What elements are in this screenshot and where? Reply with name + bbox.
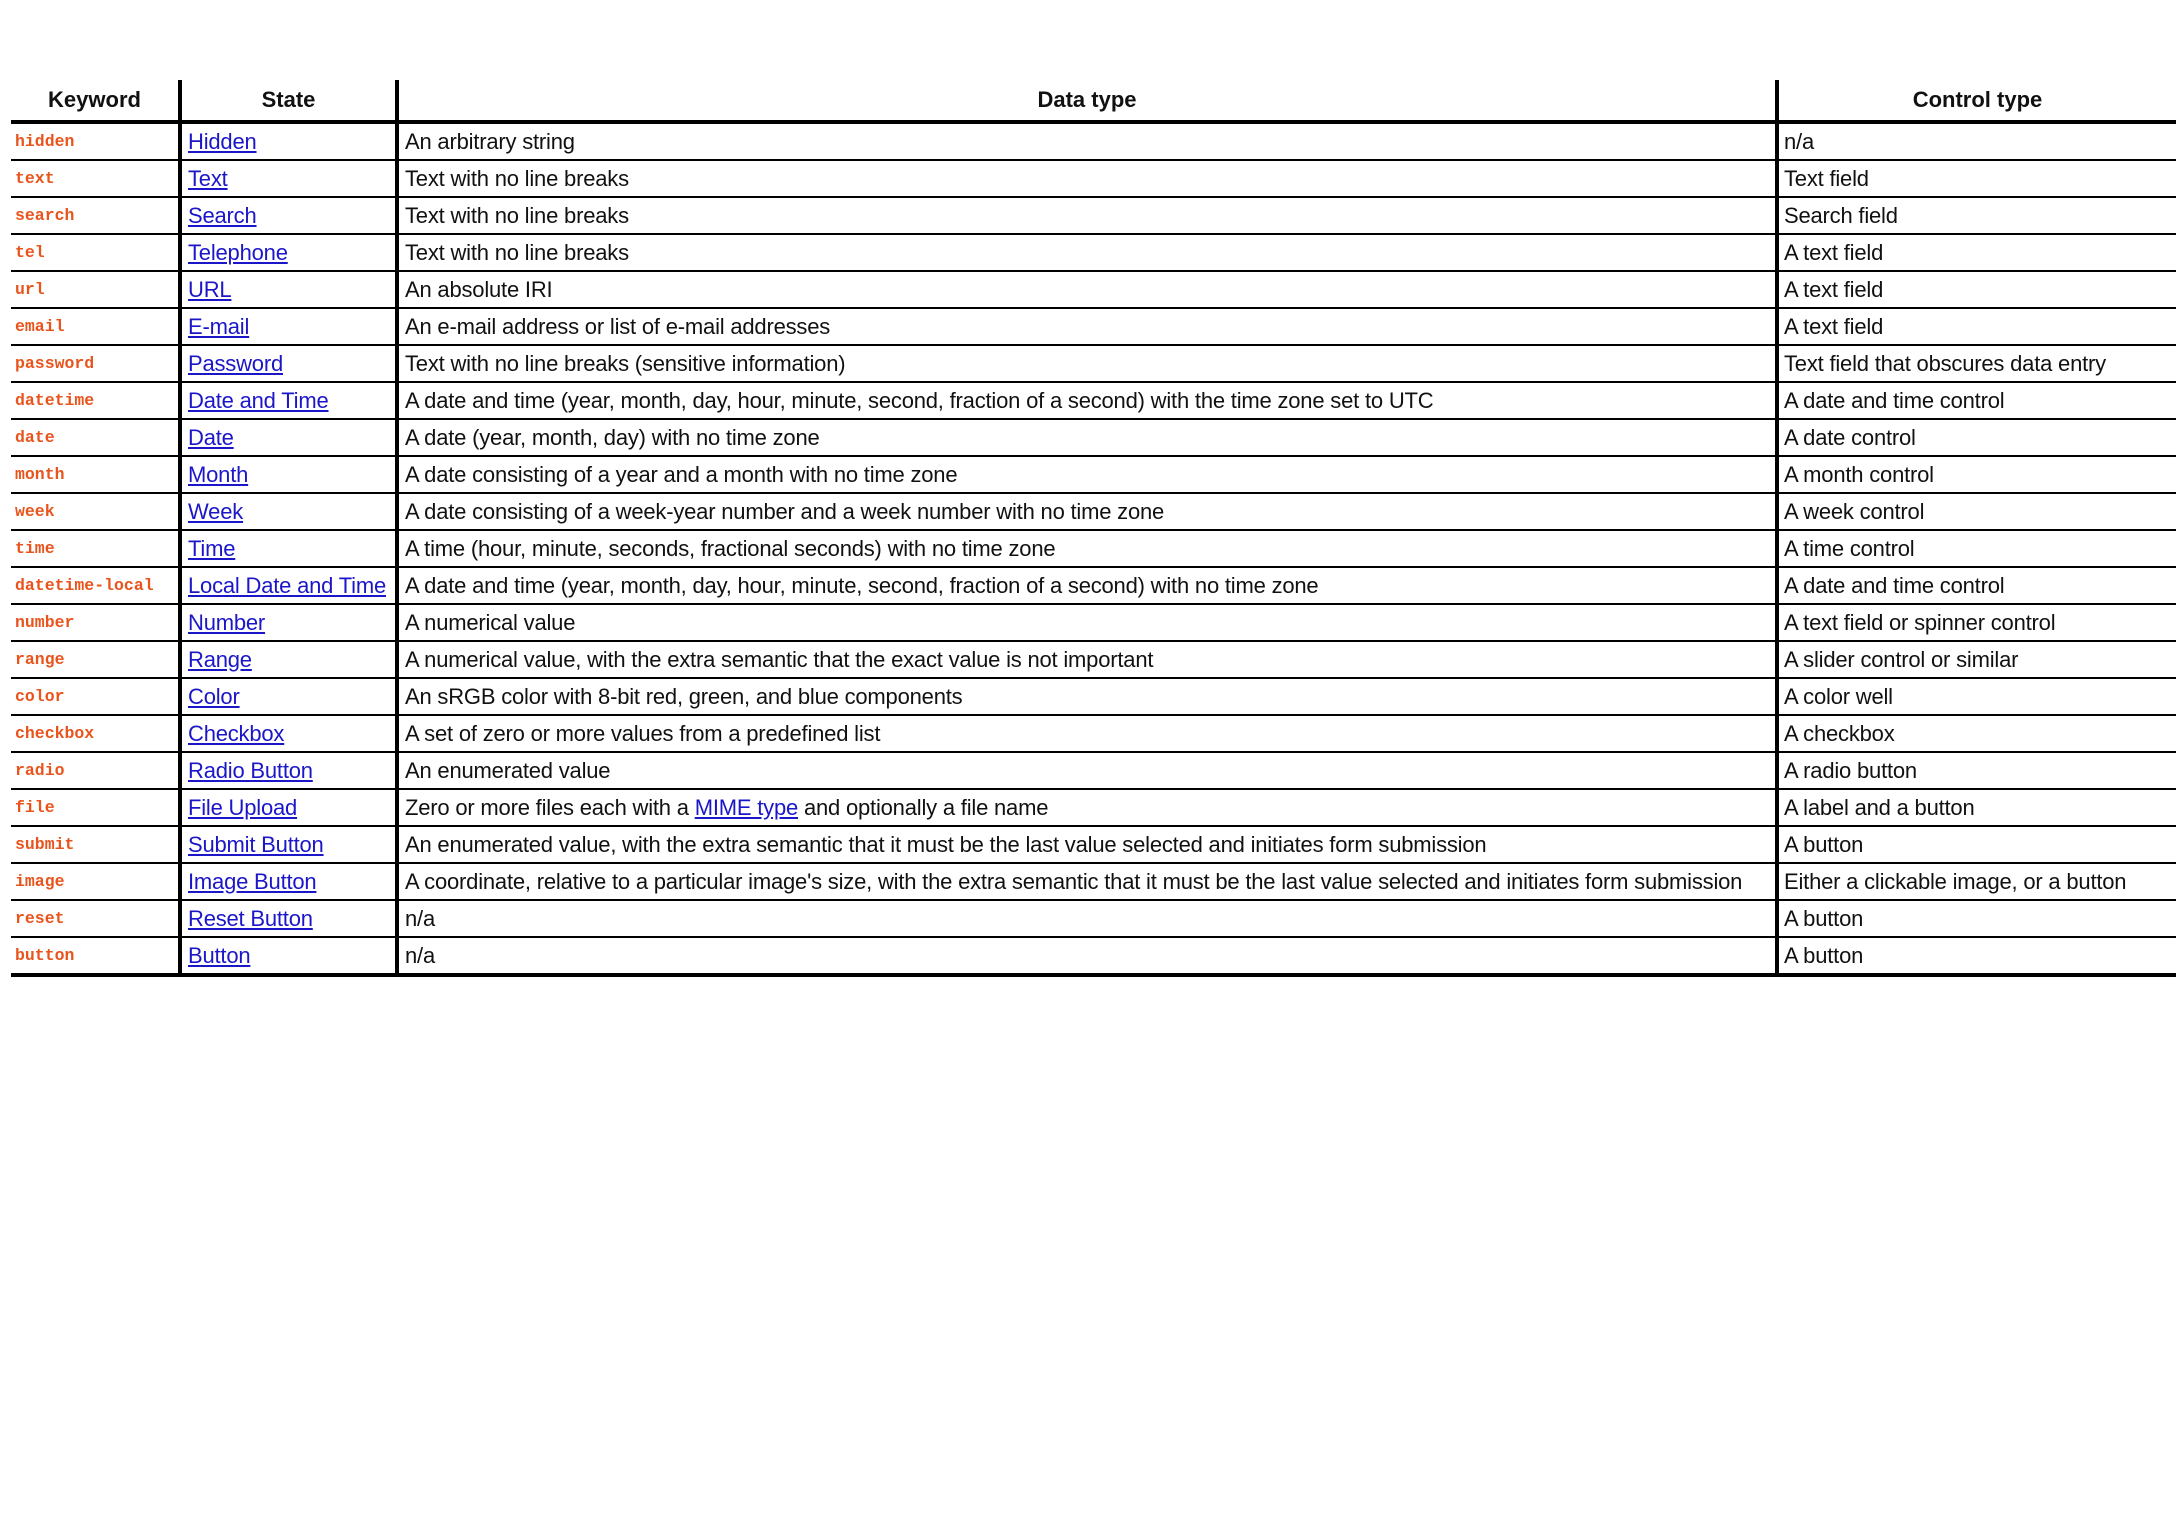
keyword-cell — [11, 752, 180, 789]
keyword-code: text — [15, 168, 55, 188]
data-type-cell — [397, 345, 1777, 382]
control-type-text: A text field or spinner control — [1784, 609, 2056, 635]
keyword-cell — [11, 715, 180, 752]
data-type-text: A time (hour, minute, seconds, fractional seconds) with no time zone — [405, 535, 1056, 561]
state-link[interactable]: Week — [188, 498, 244, 524]
state-link[interactable]: Reset Button — [188, 905, 313, 931]
control-type-cell — [1777, 752, 2176, 789]
control-type-cell — [1777, 900, 2176, 937]
control-type-text: n/a — [1784, 128, 1814, 154]
keyword-cell — [11, 456, 180, 493]
keyword-cell — [11, 826, 180, 863]
data-type-text: Text with no line breaks (sensitive information) — [405, 350, 846, 376]
keyword-cell — [11, 197, 180, 234]
state-link[interactable]: Month — [188, 461, 249, 487]
control-type-cell — [1777, 234, 2176, 271]
table-row — [11, 530, 2176, 567]
keyword-cell — [11, 345, 180, 382]
state-link[interactable]: Range — [188, 646, 252, 672]
state-link[interactable]: Submit Button — [188, 831, 324, 857]
header-data-type: Data type — [397, 80, 1777, 122]
data-type-cell — [397, 530, 1777, 567]
control-type-text: A time control — [1784, 535, 1915, 561]
control-type-text: A week control — [1784, 498, 1925, 524]
keyword-cell — [11, 678, 180, 715]
state-cell — [180, 308, 397, 345]
control-type-text: A text field — [1784, 313, 1884, 339]
data-type-cell — [397, 419, 1777, 456]
control-type-text: Search field — [1784, 202, 1898, 228]
state-cell — [180, 160, 397, 197]
state-cell — [180, 493, 397, 530]
state-cell — [180, 382, 397, 419]
data-type-text: A date and time (year, month, day, hour, minute, second, fraction of a second) with no time zone — [405, 572, 1319, 598]
control-type-cell — [1777, 641, 2176, 678]
data-type-text: A date (year, month, day) with no time zone — [405, 424, 820, 450]
keyword-code: file — [15, 797, 55, 817]
data-type-text: An e-mail address or list of e-mail addresses — [405, 313, 831, 339]
data-type-cell — [397, 789, 1777, 826]
table-row — [11, 197, 2176, 234]
control-type-cell — [1777, 826, 2176, 863]
control-type-cell — [1777, 382, 2176, 419]
keyword-cell — [11, 160, 180, 197]
keyword-code: button — [15, 945, 75, 965]
state-link[interactable]: Date — [188, 424, 234, 450]
state-link[interactable]: Search — [188, 202, 257, 228]
keyword-cell — [11, 937, 180, 975]
keyword-code: month — [15, 464, 65, 484]
keyword-cell — [11, 530, 180, 567]
control-type-cell — [1777, 715, 2176, 752]
table-row — [11, 900, 2176, 937]
control-type-text: A date control — [1784, 424, 1916, 450]
state-link[interactable]: Telephone — [188, 239, 288, 265]
state-link[interactable]: Button — [188, 942, 251, 968]
state-link[interactable]: Radio Button — [188, 757, 313, 783]
state-cell — [180, 789, 397, 826]
state-cell — [180, 567, 397, 604]
table-row — [11, 271, 2176, 308]
state-link[interactable]: File Upload — [188, 794, 298, 820]
table-row — [11, 122, 2176, 160]
keyword-code: date — [15, 427, 55, 447]
table-row — [11, 715, 2176, 752]
data-type-cell — [397, 752, 1777, 789]
state-cell — [180, 604, 397, 641]
keyword-code: datetime — [15, 390, 95, 410]
control-type-cell — [1777, 197, 2176, 234]
table-row — [11, 641, 2176, 678]
data-type-text: An enumerated value — [405, 757, 611, 783]
control-type-text: A color well — [1784, 683, 1893, 709]
keyword-code: time — [15, 538, 55, 558]
table-header-row — [11, 80, 2176, 122]
control-type-cell — [1777, 308, 2176, 345]
data-type-cell — [397, 308, 1777, 345]
control-type-cell — [1777, 937, 2176, 975]
control-type-cell — [1777, 419, 2176, 456]
control-type-cell — [1777, 678, 2176, 715]
data-type-cell — [397, 641, 1777, 678]
state-cell — [180, 863, 397, 900]
state-link[interactable]: Color — [188, 683, 240, 709]
keyword-cell — [11, 419, 180, 456]
state-link[interactable]: Checkbox — [188, 720, 285, 746]
state-cell — [180, 752, 397, 789]
data-type-cell — [397, 937, 1777, 975]
table-row — [11, 419, 2176, 456]
table-row — [11, 678, 2176, 715]
keyword-cell — [11, 493, 180, 530]
data-type-text: A date consisting of a week-year number and a week number with no time zone — [405, 498, 1165, 524]
data-type-text: A numerical value — [405, 609, 576, 635]
control-type-cell — [1777, 530, 2176, 567]
data-type-text: Text with no line breaks — [405, 239, 629, 265]
keyword-cell — [11, 308, 180, 345]
control-type-text: A button — [1784, 942, 1864, 968]
state-cell — [180, 641, 397, 678]
data-type-text: Text with no line breaks — [405, 202, 629, 228]
control-type-text: A button — [1784, 905, 1864, 931]
data-type-cell — [397, 197, 1777, 234]
header-state: State — [180, 80, 397, 122]
state-link[interactable]: Number — [188, 609, 266, 635]
state-link[interactable]: E-mail — [188, 313, 250, 339]
data-type-cell — [397, 826, 1777, 863]
keyword-cell — [11, 567, 180, 604]
keyword-code: number — [15, 612, 75, 632]
state-cell — [180, 530, 397, 567]
keyword-code: color — [15, 686, 65, 706]
table-row — [11, 863, 2176, 900]
table-row — [11, 234, 2176, 271]
table-row — [11, 567, 2176, 604]
keyword-code: email — [15, 316, 65, 336]
data-type-cell — [397, 234, 1777, 271]
state-cell — [180, 345, 397, 382]
table-row — [11, 604, 2176, 641]
control-type-text: A month control — [1784, 461, 1934, 487]
state-link[interactable]: Password — [188, 350, 283, 376]
header-keyword: Keyword — [11, 80, 180, 122]
data-type-cell — [397, 456, 1777, 493]
control-type-text: A checkbox — [1784, 720, 1895, 746]
state-cell — [180, 937, 397, 975]
keyword-code: hidden — [15, 131, 75, 151]
table-row — [11, 345, 2176, 382]
state-cell — [180, 678, 397, 715]
data-type-cell — [397, 715, 1777, 752]
control-type-cell — [1777, 863, 2176, 900]
data-type-cell — [397, 567, 1777, 604]
keyword-code: url — [15, 279, 45, 299]
mime-type-link[interactable]: MIME type — [694, 794, 799, 820]
data-type-cell — [397, 160, 1777, 197]
state-cell — [180, 122, 397, 160]
state-cell — [180, 900, 397, 937]
keyword-code: reset — [15, 908, 65, 928]
control-type-cell — [1777, 789, 2176, 826]
table-row — [11, 826, 2176, 863]
data-type-text: n/a — [405, 942, 435, 968]
keyword-cell — [11, 122, 180, 160]
keyword-cell — [11, 789, 180, 826]
data-type-cell — [397, 678, 1777, 715]
control-type-text: Text field that obscures data entry — [1784, 350, 2106, 376]
control-type-text: Either a clickable image, or a button — [1784, 868, 2127, 894]
input-types-table — [11, 80, 2176, 977]
data-type-text: An sRGB color with 8-bit red, green, and blue components — [405, 683, 963, 709]
table-row — [11, 752, 2176, 789]
control-type-text: A button — [1784, 831, 1864, 857]
control-type-cell — [1777, 271, 2176, 308]
data-type-text: A date consisting of a year and a month with no time zone — [405, 461, 958, 487]
keyword-code: datetime-local — [15, 575, 154, 595]
control-type-cell — [1777, 604, 2176, 641]
control-type-text: A label and a button — [1784, 794, 1975, 820]
control-type-cell — [1777, 122, 2176, 160]
state-link[interactable]: Local Date and Time — [188, 572, 386, 598]
data-type-text: An absolute IRI — [405, 276, 553, 302]
data-type-text: An arbitrary string — [405, 128, 575, 154]
keyword-code: range — [15, 649, 65, 669]
keyword-cell — [11, 604, 180, 641]
keyword-cell — [11, 900, 180, 937]
state-link[interactable]: URL — [188, 276, 232, 302]
header-control-type: Control type — [1777, 80, 2176, 122]
state-cell — [180, 826, 397, 863]
data-type-text: A coordinate, relative to a particular image's size, with the extra semantic that it must be the last value selected and initiates form submission — [405, 868, 1743, 894]
control-type-cell — [1777, 345, 2176, 382]
table-row — [11, 382, 2176, 419]
data-type-cell — [397, 271, 1777, 308]
data-type-text: A numerical value, with the extra semantic that the exact value is not important — [405, 646, 1154, 672]
keyword-cell — [11, 271, 180, 308]
keyword-code: tel — [15, 242, 45, 262]
keyword-code: search — [15, 205, 75, 225]
control-type-text: A radio button — [1784, 757, 1917, 783]
keyword-code: image — [15, 871, 65, 891]
state-link[interactable]: Time — [188, 535, 236, 561]
control-type-text: A text field — [1784, 276, 1884, 302]
data-type-text: A date and time (year, month, day, hour, minute, second, fraction of a second) with the time zone set to UTC — [405, 387, 1434, 413]
table-row — [11, 789, 2176, 826]
data-type-cell — [397, 122, 1777, 160]
state-cell — [180, 419, 397, 456]
table-row — [11, 456, 2176, 493]
state-cell — [180, 197, 397, 234]
control-type-cell — [1777, 493, 2176, 530]
data-type-cell — [397, 863, 1777, 900]
state-cell — [180, 715, 397, 752]
state-link[interactable]: Image Button — [188, 868, 317, 894]
table-row — [11, 937, 2176, 975]
keyword-code: radio — [15, 760, 65, 780]
data-type-cell — [397, 493, 1777, 530]
table-row — [11, 160, 2176, 197]
state-link[interactable]: Text — [188, 165, 228, 191]
keyword-code: week — [15, 501, 55, 521]
control-type-text: A date and time control — [1784, 387, 2005, 413]
control-type-text: A date and time control — [1784, 572, 2005, 598]
data-type-text: A set of zero or more values from a predefined list — [405, 720, 881, 746]
state-cell — [180, 271, 397, 308]
control-type-cell — [1777, 160, 2176, 197]
control-type-text: A text field — [1784, 239, 1884, 265]
data-type-text: An enumerated value, with the extra semantic that it must be the last value selected and initiates form submission — [405, 831, 1487, 857]
keyword-code: checkbox — [15, 723, 95, 743]
data-type-text: and optionally a file name — [798, 794, 1049, 820]
control-type-text: Text field — [1784, 165, 1869, 191]
control-type-cell — [1777, 567, 2176, 604]
data-type-text: Zero or more files each with a — [405, 794, 695, 820]
keyword-cell — [11, 641, 180, 678]
state-link[interactable]: Hidden — [188, 128, 257, 154]
data-type-cell — [397, 900, 1777, 937]
keyword-cell — [11, 234, 180, 271]
data-type-cell — [397, 382, 1777, 419]
data-type-text: Text with no line breaks — [405, 165, 629, 191]
state-link[interactable]: Date and Time — [188, 387, 329, 413]
control-type-cell — [1777, 456, 2176, 493]
keyword-code: password — [15, 353, 95, 373]
table-row — [11, 308, 2176, 345]
keyword-cell — [11, 863, 180, 900]
keyword-code: submit — [15, 834, 75, 854]
keyword-cell — [11, 382, 180, 419]
state-cell — [180, 234, 397, 271]
data-type-text: n/a — [405, 905, 435, 931]
control-type-text: A slider control or similar — [1784, 646, 2019, 672]
data-type-cell — [397, 604, 1777, 641]
state-cell — [180, 456, 397, 493]
table-row — [11, 493, 2176, 530]
